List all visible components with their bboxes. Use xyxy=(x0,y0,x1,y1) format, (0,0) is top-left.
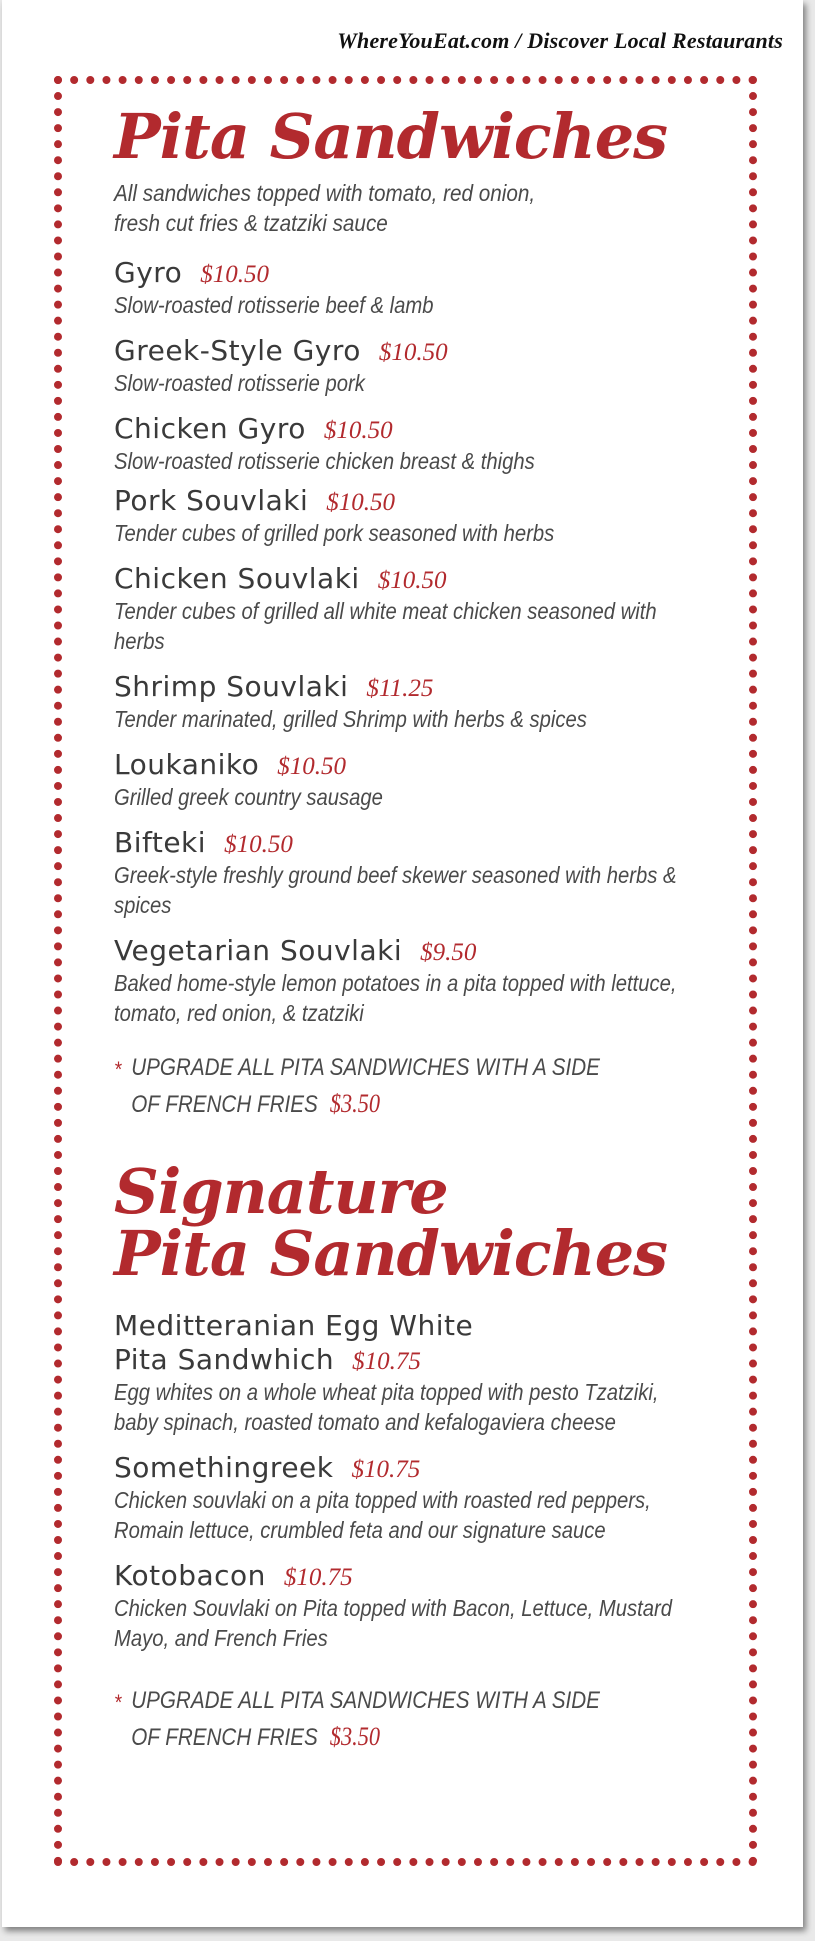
asterisk-icon: * xyxy=(114,1690,122,1715)
menu-content xyxy=(114,100,714,1756)
upgrade-line: UPGRADE ALL PITA SANDWICHES WITH A SIDE xyxy=(131,1054,600,1081)
menu-item-meditteranian-egg-white xyxy=(114,1309,714,1437)
item-price: $10.50 xyxy=(326,489,396,516)
site-header[interactable]: WhereYouEat.com / Discover Local Restaurants xyxy=(337,28,783,53)
upgrade-line: OF FRENCH FRIES xyxy=(131,1724,318,1751)
asterisk-icon: * xyxy=(114,1057,122,1082)
intro-line: All sandwiches topped with tomato, red onion, xyxy=(114,180,536,206)
item-price: $10.50 xyxy=(323,417,393,444)
item-price: $10.50 xyxy=(224,831,293,858)
item-name: Vegetarian Souvlaki xyxy=(114,934,403,967)
upgrade-price: $3.50 xyxy=(329,1089,381,1118)
item-price: $10.50 xyxy=(377,567,447,594)
menu-item-greek-style-gyro xyxy=(114,334,714,398)
item-price: $11.25 xyxy=(366,675,434,702)
menu-item-gyro xyxy=(114,256,714,320)
upgrade-line: OF FRENCH FRIES xyxy=(131,1091,318,1118)
item-price: $10.50 xyxy=(277,753,346,780)
item-description: Greek-style freshly ground beef skewer seasoned with herbs & spices xyxy=(114,862,677,918)
item-price: $10.50 xyxy=(378,339,448,366)
menu-item-chicken-gyro xyxy=(114,412,714,476)
item-name: Pork Souvlaki xyxy=(114,484,309,517)
item-name-line: Meditteranian Egg White xyxy=(114,1309,474,1342)
item-price: $10.75 xyxy=(283,1564,353,1591)
menu-item-kotobacon xyxy=(114,1559,714,1653)
item-description: Slow-roasted rotisserie pork xyxy=(114,370,365,396)
item-description: Slow-roasted rotisserie beef & lamb xyxy=(114,292,434,318)
item-name: Loukaniko xyxy=(114,748,260,781)
section-intro xyxy=(114,178,618,238)
item-description: Chicken souvlaki on a pita topped with roasted red peppers, Romain lettuce, crumbled feta and our signature sauce xyxy=(114,1487,651,1543)
item-name-line: Pita Sandwhich xyxy=(114,1343,335,1376)
item-description: Tender cubes of grilled all white meat chicken seasoned with herbs xyxy=(114,598,657,654)
menu-item-shrimp-souvlaki xyxy=(114,670,714,734)
item-name: Somethingreek xyxy=(114,1451,334,1484)
item-description: Egg whites on a whole wheat pita topped with pesto Tzatziki, baby spinach, roasted tomato and kefalogaviera cheese xyxy=(114,1379,659,1435)
menu-item-vegetarian-souvlaki xyxy=(114,934,714,1028)
item-price: $10.75 xyxy=(352,1348,421,1375)
item-name: Chicken Gyro xyxy=(114,412,306,445)
section-title-line: Pita Sandwiches xyxy=(114,1217,668,1290)
item-description: Slow-roasted rotisserie chicken breast & thighs xyxy=(114,448,535,474)
upgrade-price: $3.50 xyxy=(329,1722,381,1751)
item-description: Tender marinated, grilled Shrimp with herbs & spices xyxy=(114,706,587,732)
item-name: Gyro xyxy=(114,256,183,289)
item-name xyxy=(114,1309,714,1343)
section-title-line: Signature xyxy=(114,1155,448,1228)
section-title-signature-pita-sandwiches xyxy=(114,1155,714,1290)
item-price: $10.50 xyxy=(200,261,270,288)
item-price: $10.75 xyxy=(351,1456,421,1483)
item-name: Chicken Souvlaki xyxy=(114,562,360,595)
item-name: Kotobacon xyxy=(114,1559,266,1592)
item-name: Shrimp Souvlaki xyxy=(114,670,349,703)
item-name: Greek-Style Gyro xyxy=(114,334,361,367)
intro-line: fresh cut fries & tzatziki sauce xyxy=(114,210,388,236)
menu-page xyxy=(2,0,803,1927)
upgrade-line: UPGRADE ALL PITA SANDWICHES WITH A SIDE xyxy=(131,1687,600,1714)
item-description: Tender cubes of grilled pork seasoned with herbs xyxy=(114,520,555,546)
item-description: Grilled greek country sausage xyxy=(114,784,383,810)
item-name: Bifteki xyxy=(114,826,207,859)
item-description: Baked home-style lemon potatoes in a pita topped with lettuce, tomato, red onion, & tzatziki xyxy=(114,970,677,1026)
menu-item-loukaniko xyxy=(114,748,714,812)
item-description: Chicken Souvlaki on Pita topped with Bacon, Lettuce, Mustard Mayo, and French Fries xyxy=(114,1595,673,1651)
upgrade-note xyxy=(114,1683,630,1756)
menu-item-chicken-souvlaki xyxy=(114,562,714,656)
menu-item-somethingreek xyxy=(114,1451,714,1545)
menu-item-pork-souvlaki xyxy=(114,484,714,548)
item-price: $9.50 xyxy=(420,939,477,966)
menu-item-bifteki xyxy=(114,826,714,920)
section-title-pita-sandwiches: Pita Sandwiches xyxy=(114,100,668,173)
upgrade-note xyxy=(114,1050,630,1123)
